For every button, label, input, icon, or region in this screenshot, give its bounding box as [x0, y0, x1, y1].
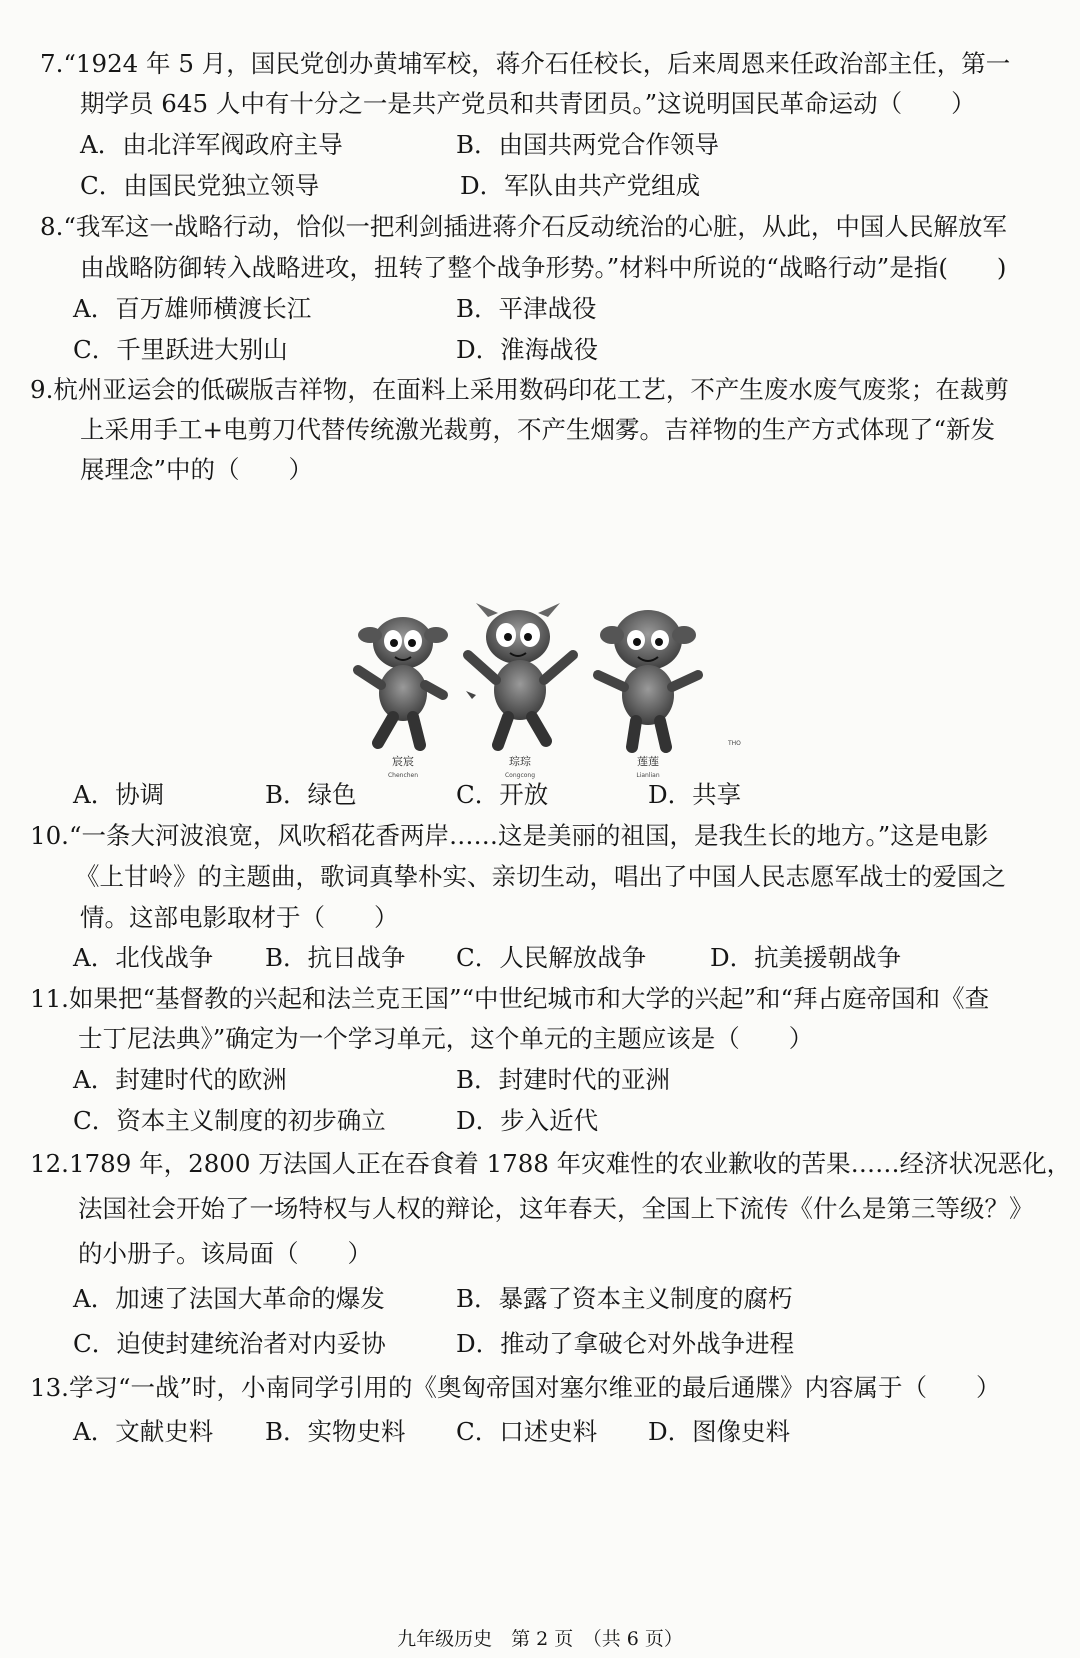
question-8-option-c: C．千里跃进大别山: [73, 335, 288, 364]
question-11-option-b: B．封建时代的亚洲: [456, 1065, 671, 1094]
question-12-option-a: A．加速了法国大革命的爆发: [73, 1284, 385, 1313]
mascot-1-pinyin: Chenchen: [387, 772, 419, 779]
question-10-line-1: 10.“一条大河波浪宽，风吹稻花香两岸……这是美丽的祖国，是我生长的地方。”这是电影: [30, 821, 989, 850]
question-10-option-c: C．人民解放战争: [456, 943, 647, 972]
question-10-line-2: 《上甘岭》的主题曲，歌词真挚朴实、亲切生动，唱出了中国人民志愿军战士的爱国之: [75, 862, 1006, 891]
question-10-option-d: D．抗美援朝战争: [710, 943, 902, 972]
question-8-line-2: 由战略防御转入战略进攻，扭转了整个战争形势。”材料中所说的“战略行动”是指( ): [80, 253, 1007, 282]
question-11-option-a: A．封建时代的欧洲: [73, 1065, 287, 1094]
mascot-2-name: 琮琮: [509, 755, 531, 768]
question-11-option-d: D．步入近代: [456, 1106, 599, 1135]
question-11-line-1: 11.如果把“基督教的兴起和法兰克王国”“中世纪城市和大学的兴起”和“拜占庭帝国和《查: [30, 984, 990, 1013]
question-9-option-a: A．协调: [73, 780, 165, 809]
question-12-option-c: C．迫使封建统治者对内妥协: [73, 1329, 386, 1358]
question-12-option-b: B．暴露了资本主义制度的腐朽: [456, 1284, 793, 1313]
mascot-1-name: 宸宸: [392, 755, 414, 768]
asian-games-mascots-image: [348, 595, 758, 785]
mascot-chenchen-figure: [358, 617, 448, 745]
question-7-option-b: B．由国共两党合作领导: [456, 130, 720, 159]
question-13-option-b: B．实物史料: [265, 1417, 406, 1446]
question-10-line-3: 情。这部电影取材于（ ）: [80, 903, 399, 932]
question-11-option-c: C．资本主义制度的初步确立: [73, 1106, 386, 1135]
question-8-option-d: D．淮海战役: [456, 335, 599, 364]
figure-mark: THO: [728, 740, 741, 747]
mascot-lianlian-figure: [598, 610, 698, 747]
question-13-option-a: A．文献史料: [73, 1417, 214, 1446]
page-footer: 九年级历史 第 2 页 （共 6 页）: [397, 1628, 683, 1650]
question-12-option-d: D．推动了拿破仑对外战争进程: [456, 1329, 795, 1358]
question-7-line-1: 7.“1924 年 5 月，国民党创办黄埔军校，蒋介石任校长，后来周恩来任政治部主任，第一: [40, 49, 1011, 78]
mascot-3-name: 莲莲: [637, 755, 659, 768]
question-9-option-d: D．共享: [648, 780, 742, 809]
question-7-option-a: A．由北洋军阀政府主导: [80, 130, 343, 159]
question-9-option-c: C．开放: [456, 780, 549, 809]
question-12-line-2: 法国社会开始了一场特权与人权的辩论，这年春天，全国上下流传《什么是第三等级？》: [78, 1194, 1034, 1223]
question-10-option-a: A．北伐战争: [73, 943, 214, 972]
question-7-option-c: C．由国民党独立领导: [80, 171, 320, 200]
mascot-2-pinyin: Congcong: [504, 772, 536, 779]
question-7-option-d: D．军队由共产党组成: [460, 171, 701, 200]
question-12-line-1: 12.1789 年，2800 万法国人正在吞食着 1788 年灾难性的农业歉收的苦果……经济状况恶化，: [30, 1149, 1072, 1178]
mascot-3-pinyin: Lianlian: [636, 772, 660, 779]
question-9-line-1: 9.杭州亚运会的低碳版吉祥物，在面料上采用数码印花工艺，不产生废水废气废浆；在裁剪: [30, 375, 1009, 404]
question-12-line-3: 的小册子。该局面（ ）: [78, 1239, 372, 1268]
question-11-line-2: 士丁尼法典》”确定为一个学习单元，这个单元的主题应该是（ ）: [78, 1024, 814, 1053]
mascot-congcong-figure: [466, 603, 573, 745]
question-10-option-b: B．抗日战争: [265, 943, 406, 972]
question-13-line-1: 13.学习“一战”时，小南同学引用的《奥匈帝国对塞尔维亚的最后通牒》内容属于（ ）: [30, 1373, 1001, 1402]
question-8-line-1: 8.“我军这一战略行动，恰似一把利剑插进蒋介石反动统治的心脏，从此，中国人民解放军: [40, 212, 1007, 241]
question-9-option-b: B．绿色: [265, 780, 357, 809]
question-7-line-2: 期学员 645 人中有十分之一是共产党员和共青团员。”这说明国民革命运动（ ）: [80, 89, 976, 118]
question-13-option-d: D．图像史料: [648, 1417, 791, 1446]
question-9-line-3: 展理念”中的（ ）: [80, 455, 314, 484]
question-9-line-2: 上采用手工+电剪刀代替传统激光裁剪，不产生烟雾。吉祥物的生产方式体现了“新发: [80, 415, 996, 444]
question-8-option-b: B．平津战役: [456, 294, 597, 323]
question-8-option-a: A．百万雄师横渡长江: [73, 294, 312, 323]
question-13-option-c: C．口述史料: [456, 1417, 598, 1446]
